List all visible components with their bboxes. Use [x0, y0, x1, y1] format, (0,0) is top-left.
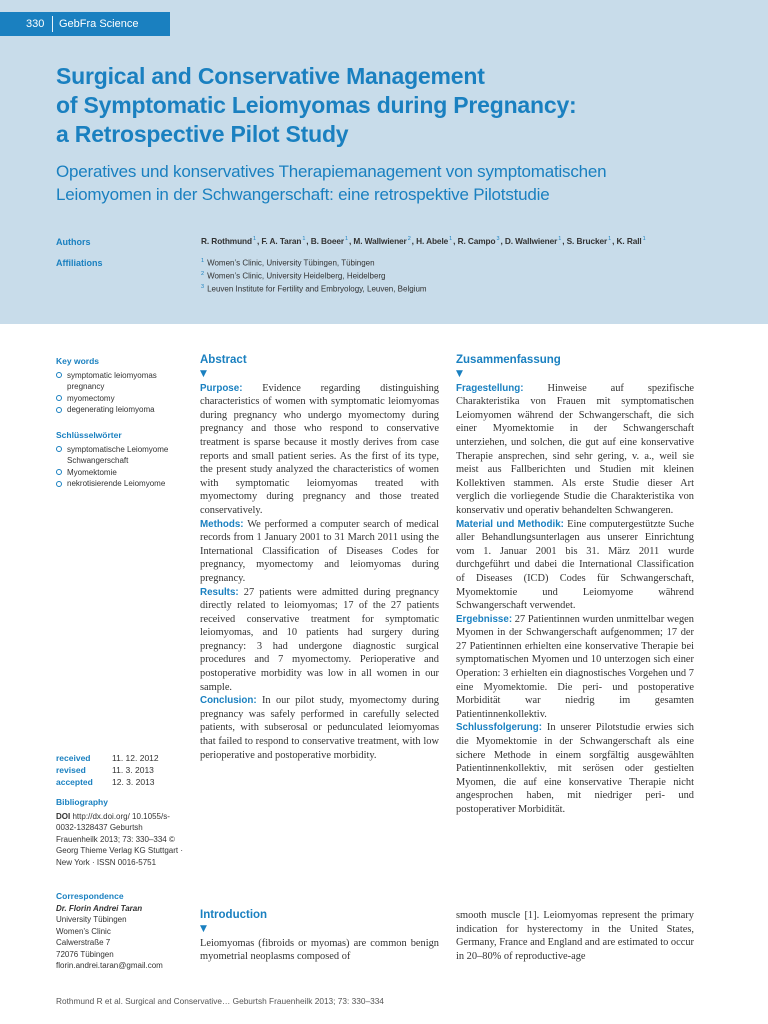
author-name: S. Brucker: [566, 236, 608, 246]
authors-label: Authors: [56, 237, 91, 247]
keyword-item: [56, 370, 186, 393]
abstract-methods: [200, 518, 439, 586]
affiliation-item: [201, 269, 427, 282]
zf-ergebnisse: [456, 613, 694, 722]
affiliation-number: 1: [201, 258, 205, 264]
affiliation-item: [201, 282, 427, 295]
schluss-lead: Schlussfolgerung:: [456, 722, 543, 734]
author-affiliation: 1: [252, 236, 256, 243]
abstract-heading: Abstract: [200, 354, 247, 366]
zusammenfassung-column: [456, 354, 694, 817]
abstract-column: [200, 354, 439, 762]
authors-list: R. Rothmund$^1$, F. A. Taran$^1$, B. Boeer$^1$, M. Wallwiener$^2$, H. Abele$^1$, R. Campo$^3$, D. Wallwiener$^1$, S. Brucker$^1$, K. Rall$^1$: [201, 236, 646, 246]
date-row: [56, 776, 159, 788]
frage-lead: Fragestellung:: [456, 382, 524, 394]
bullet-icon: [56, 481, 62, 487]
bibliography-text: [56, 811, 186, 869]
bibliography-block: [56, 797, 186, 868]
author-affiliation: 1: [608, 236, 612, 243]
correspondence-email[interactable]: florin.andrei.taran@gmail.com: [56, 961, 163, 970]
schluesselwoerter-label: Schlüsselwörter: [56, 430, 122, 440]
dates-block: [56, 752, 159, 788]
correspondence-label: Correspondence: [56, 891, 124, 901]
keyword-text: degenerating leiomyoma: [67, 405, 155, 414]
title-line: of Symptomatic Leiomyomas during Pregnancy:: [56, 92, 577, 118]
conclusion-lead: Conclusion:: [200, 695, 257, 707]
date-key: revised: [56, 765, 86, 775]
methods-text: We performed a computer search of medical records from 1 January 2001 to 31 March 2011 using the International Classification of Diseases Codes for pregnancy, myomectomy and leiomyomas during pregnancy.: [200, 518, 439, 584]
correspondence-block: [56, 891, 186, 972]
date-key: received: [56, 753, 91, 763]
page-footer: Rothmund R et al. Surgical and Conservative… Geburtsh Frauenheilk 2013; 73: 330–334: [56, 996, 384, 1006]
schluesselwoerter-block: [56, 430, 186, 490]
divider: [52, 16, 53, 32]
affiliation-text: Women’s Clinic, University Heidelberg, Heidelberg: [207, 271, 386, 281]
date-value: 11. 3. 2013: [112, 765, 154, 775]
introduction-text-left: Leiomyomas (fibroids or myomas) are common benign myometrial neoplasms composed of: [200, 937, 439, 963]
doi-text[interactable]: http://dx.doi.org/ 10.1055/s-0032-1328437 Geburtsh Frauenheilk 2013; 73: 330–334 © Georg Thieme Verlag KG Stuttgart · New York · ISSN 0016-5751: [56, 811, 184, 867]
frage-text: Hinweise auf spezifische Charakteristika von Frauen mit symptomatischen Leiomyomen während der Schwangerschaft, die sich einer Myomektomie in der Schwangerschaft unterziehen, und solchen, die gut auf eine konservative Therapie ansprechen, sind sehr gering, v. a., weil sie meist aus Fallberichten und Studien mit kleinen Kollektiven stammen. Als erste Studie dieser Art verglich die vorliegende Studie die Charakteristika von konservativ und operativ behandelten Schwangeren.: [456, 382, 694, 516]
doi-label: DOI: [56, 811, 71, 821]
affiliation-text: Women’s Clinic, University Tübingen, Tübingen: [207, 258, 375, 268]
author-affiliation: 3: [496, 236, 500, 243]
journal-section: GebFra Science: [59, 18, 139, 30]
methods-lead: Methods:: [200, 518, 244, 530]
purpose-text: Evidence regarding distinguishing characteristics of women with symptomatic leiomyomas during pregnancy who undergo myomectomy during pregnancy and those who respond to conservative treatment is sparse because it mostly derives from case reports and small patient series. As the first of its type, the present study analyzed the characteristics of women with symptomatic leiomyomas treated with myomectomy during pregnancy and those treated conservatively.: [200, 382, 439, 516]
zusammenfassung-heading: Zusammenfassung: [456, 354, 561, 366]
author-name: K. Rall: [616, 236, 642, 246]
abstract-results: [200, 586, 439, 695]
keyword-text: symptomatic leiomyomas pregnancy: [67, 370, 157, 391]
article-title: [56, 62, 746, 149]
zf-fragestellung: [456, 382, 694, 518]
keywords-label: Key words: [56, 356, 99, 366]
affiliation-text: Leuven Institute for Fertility and Embryology, Leuven, Belgium: [207, 284, 427, 294]
affiliations-list: [201, 256, 427, 295]
author-name: H. Abele: [416, 236, 449, 246]
ergeb-text: 27 Patientinnen wurden unmittelbar wegen Myomen in der Schwangerschaft aufgenommen; 17 der 27 Patientinnen erhielten eine konservative Therapie bei symptomatischen Myomen und 10 unterzogen sich einer Operation: 3 erhielten ein diagnostisches Vorgehen und 7 eine Myomektomie. Die peri- und postoperative Morbidität war niedrig im gesamten Patientinnenkollektiv.: [456, 613, 694, 720]
correspondence-line: 72076 Tübingen: [56, 949, 114, 959]
bullet-icon: [56, 469, 62, 475]
correspondence-line: Women’s Clinic: [56, 926, 111, 936]
keyword-text: nekrotisierende Leiomyome: [67, 479, 166, 488]
keywords-block: [56, 356, 186, 416]
schluss-text: In unserer Pilotstudie erwies sich die Myomektomie in der Schwangerschaft als eine sichere Methode in einem sorgfältig ausgewählten Patientinnenkollektiv, mit serösen oder gestielten Myomen, die auf eine konservative Therapie nicht angesprochen haben, mit niedriger peri- und postoperativer Morbidität.: [456, 722, 694, 815]
author-affiliation: 1: [558, 236, 562, 243]
introduction-right: [456, 909, 694, 963]
title-line: Surgical and Conservative Management: [56, 63, 485, 89]
keyword-text: myomectomy: [67, 393, 115, 403]
page-number: 330: [26, 18, 45, 30]
author-name: D. Wallwiener: [504, 236, 558, 246]
journal-bar: [0, 12, 170, 36]
correspondence-line: Calwerstraße 7: [56, 938, 111, 947]
zf-schluss: [456, 721, 694, 816]
results-lead: Results:: [200, 586, 239, 598]
bullet-icon: [56, 446, 62, 452]
bullet-icon: [56, 407, 62, 413]
bibliography-label: Bibliography: [56, 797, 108, 807]
date-row: [56, 764, 159, 776]
title-line: a Retrospective Pilot Study: [56, 121, 349, 147]
author-affiliation: 1: [642, 236, 646, 243]
author-affiliation: 1: [449, 236, 453, 243]
triangle-icon: ▼: [456, 368, 463, 379]
date-value: 12. 3. 2013: [112, 777, 155, 787]
author-name: R. Campo: [457, 236, 496, 246]
material-lead: Material und Methodik:: [456, 518, 564, 530]
author-affiliation: 1: [302, 236, 306, 243]
author-name: M. Wallwiener: [353, 236, 407, 246]
bullet-icon: [56, 395, 62, 401]
author-affiliation: 2: [407, 236, 411, 243]
keyword-item: [56, 444, 186, 467]
ergeb-lead: Ergebnisse:: [456, 613, 513, 625]
affiliations-label: Affiliations: [56, 258, 103, 268]
abstract-purpose: [200, 382, 439, 518]
article-subtitle: [56, 160, 746, 206]
author-name: R. Rothmund: [201, 236, 252, 246]
correspondence-line: University Tübingen: [56, 915, 127, 924]
date-value: 11. 12. 2012: [112, 753, 159, 763]
bullet-icon: [56, 372, 62, 378]
keyword-item: [56, 467, 186, 479]
abstract-conclusion: [200, 694, 439, 762]
triangle-icon: ▼: [200, 923, 207, 934]
correspondence-name: Dr. Florin Andrei Taran: [56, 903, 143, 913]
keyword-text: Myomektomie: [67, 467, 117, 477]
subtitle-line: Operatives und konservatives Therapiemanagement von symptomatischen: [56, 162, 607, 181]
subtitle-line: Leiomyomen in der Schwangerschaft: eine retrospektive Pilotstudie: [56, 185, 550, 204]
keyword-item: [56, 393, 186, 405]
keyword-text: symptomatische Leiomyome Schwangerschaft: [67, 444, 169, 465]
introduction-text-right: smooth muscle [1]. Leiomyomas represent the primary indication for hysterectomy in the United States, Germany, France and England and are estimated to occur in 20–80% of reproductive-age: [456, 910, 694, 962]
triangle-icon: ▼: [200, 368, 207, 379]
author-name: B. Boeer: [310, 236, 345, 246]
introduction-heading: Introduction: [200, 909, 268, 921]
keyword-item: [56, 478, 186, 490]
material-text: Eine computergestützte Suche aller Behandlungsunterlagen aus unserer Einrichtung vom 1. Januar 2001 bis 31. März 2011 wurde durchgeführt und dabei die International Classification of Diseases (ICD) Codes für Schwangerschaft, Myomektomie und Leiomyome während Schwangerschaft verwendet.: [456, 518, 694, 612]
zf-material: [456, 518, 694, 613]
affiliation-number: 2: [201, 271, 205, 278]
purpose-lead: Purpose:: [200, 382, 243, 394]
affiliation-number: 3: [201, 284, 205, 291]
author-affiliation: 1: [345, 236, 348, 243]
keyword-item: [56, 404, 186, 416]
conclusion-text: In our pilot study, myomectomy during pregnancy was safely performed in carefully selected patients, with subserosal or pedunculated leiomyomas that failed to respond to conservative treatment, with low perioperative and postoperative morbidity.: [200, 695, 439, 761]
date-key: accepted: [56, 777, 93, 787]
results-text: 27 patients were admitted during pregnancy directly related to leiomyomas; 17 of the 27 patients received conservative treatment for symptomatic leiomyomas, and 10 patients had surgery during pregnancy: 3 had undergone diagnostic surgical procedures and 7 myomectomy. Perioperative and postoperative morbidity was low in all women in our sample.: [200, 586, 439, 693]
date-row: [56, 752, 159, 764]
affiliation-item: [201, 256, 427, 269]
author-name: F. A. Taran: [261, 236, 302, 246]
introduction-left: [200, 909, 439, 964]
